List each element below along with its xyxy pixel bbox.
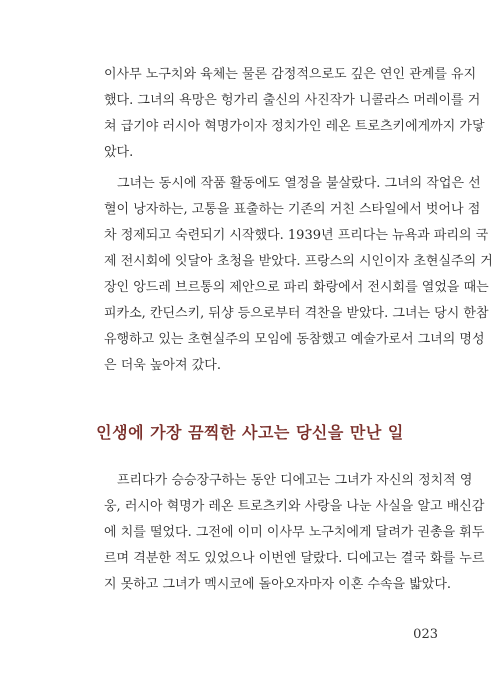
text-line: 피카소, 칸딘스키, 뒤샹 등으로부터 격찬을 받았다. 그녀는 당시 한참	[104, 306, 489, 321]
section-heading: 인생에 가장 끔찍한 사고는 당신을 만난 일	[96, 423, 404, 442]
text-line: 지 못하고 그녀가 멕시코에 돌아오자마자 이혼 수속을 밟았다.	[104, 577, 452, 592]
text-line: 했다. 그녀의 욕망은 헝가리 출신의 사진작가 니콜라스 머레이를 거	[104, 93, 481, 108]
text-line: 혈이 낭자하는, 고통을 표출하는 기존의 거친 스타일에서 벗어나 점	[104, 202, 481, 217]
text-line: 르며 격분한 적도 있었으나 이번엔 달랐다. 디에고는 결국 화를 누르	[104, 551, 485, 566]
text-line: 제 전시회에 잇달아 초청을 받았다. 프랑스의 시인이자 초현실주의 거	[104, 254, 493, 269]
page-number: 023	[413, 627, 438, 642]
text-line: 그녀는 동시에 작품 활동에도 열정을 불살랐다. 그녀의 작업은 선	[117, 176, 481, 191]
text-line: 이사무 노구치와 육체는 물론 감정적으로도 깊은 연인 관계를 유지	[104, 67, 477, 82]
text-line: 장인 앙드레 브르통의 제안으로 파리 화랑에서 전시회를 열었을 때는	[104, 280, 489, 295]
body-text-section-2	[104, 468, 485, 598]
paragraph-continued	[104, 62, 485, 166]
text-line: 프리다가 승승장구하는 동안 디에고는 그녀가 자신의 정치적 영	[117, 473, 473, 488]
text-line: 웅, 러시아 혁명가 레온 트로츠키와 사랑을 나눈 사실을 알고 배신감	[104, 499, 485, 514]
paragraph-divorce	[104, 468, 485, 598]
text-line: 차 정제되고 숙련되기 시작했다. 1939년 프리다는 뉴욕과 파리의 국	[104, 228, 489, 243]
text-line: 았다.	[104, 145, 134, 160]
paragraph-art-career	[104, 171, 493, 379]
text-line: 은 더욱 높아져 갔다.	[104, 358, 221, 373]
text-line: 쳐 급기야 러시아 혁명가이자 정치가인 레온 트로츠키에게까지 가닿	[104, 119, 485, 134]
text-line: 에 치를 떨었다. 그전에 이미 이사무 노구치에게 달려가 권총을 휘두	[104, 525, 485, 540]
body-text-section-1	[104, 62, 493, 379]
text-line: 유행하고 있는 초현실주의 모임에 동참했고 예술가로서 그녀의 명성	[104, 332, 485, 347]
